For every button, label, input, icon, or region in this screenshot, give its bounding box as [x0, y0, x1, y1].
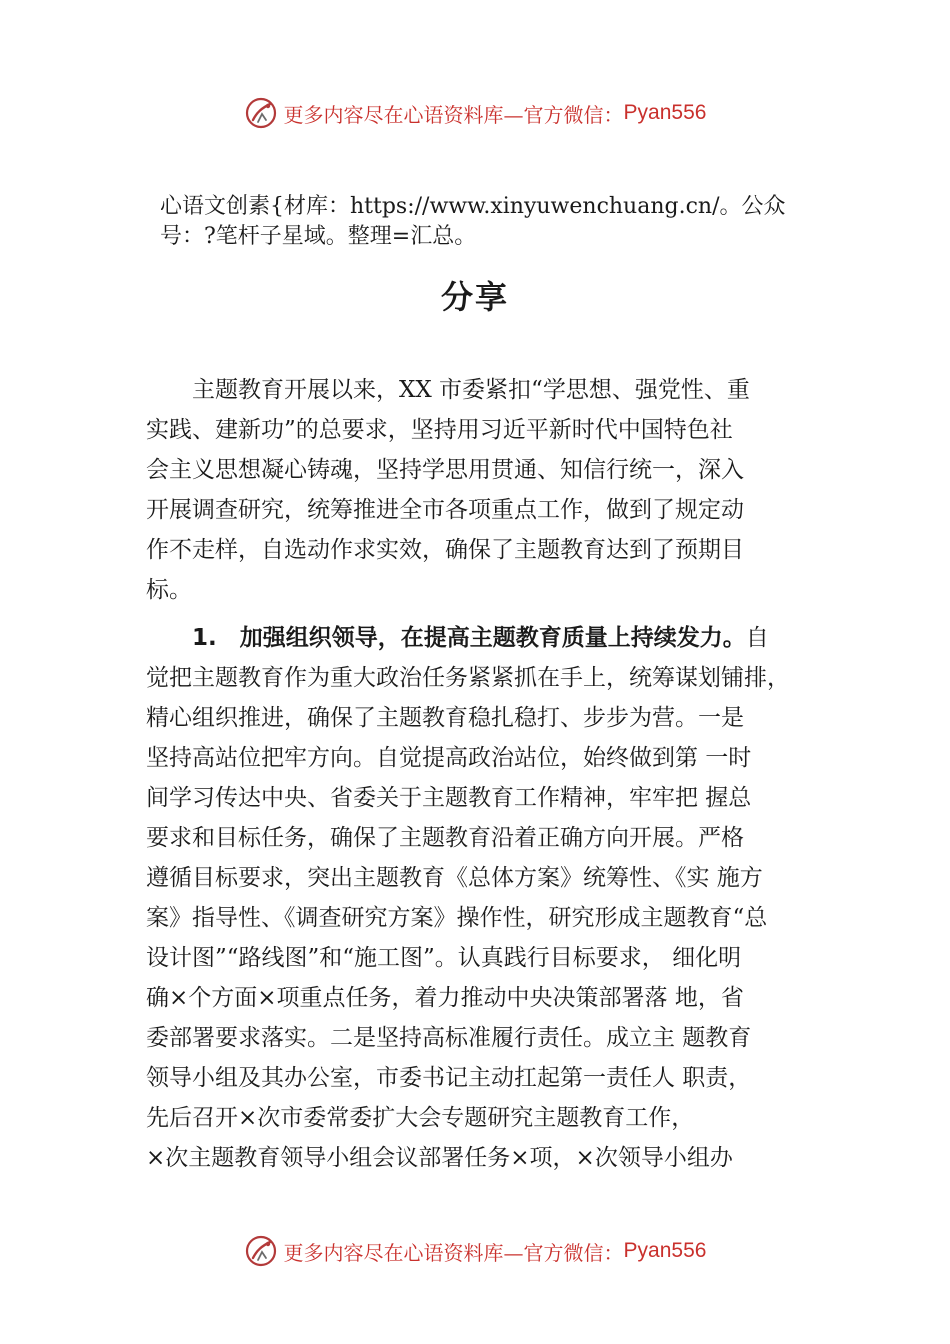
text-line: 会主义思想凝心铸魂，坚持学思用贯通、知信行统一，深入 — [146, 457, 744, 483]
text-line: 领导小组及其办公室，市委书记主动扛起第一责任人 职责， — [146, 1065, 752, 1091]
section-heading-line — [146, 618, 846, 658]
intro-paragraph — [146, 370, 846, 610]
text-line: 要求和目标任务，确保了主题教育沿着正确方向开展。严格 — [146, 825, 744, 851]
header-banner-text: 更多内容尽在心语资料库—官方微信： — [283, 102, 624, 127]
text-line: 先后召开×次市委常委扩大会专题研究主题教育工作， — [146, 1105, 695, 1131]
text-line: 精心组织推进，确保了主题教育稳扎稳打、步步为营。一是 — [146, 705, 744, 731]
footer-banner — [0, 1231, 950, 1271]
text-line: 间学习传达中央、省委关于主题教育工作精神，牢牢把 握总 — [146, 785, 752, 811]
source-note-line: 心语文创素{材库：https://www.xinyuwenchuang.cn/。公众 — [160, 194, 786, 219]
text-line: 开展调查研究，统筹推进全市各项重点工作，做到了规定动 — [146, 497, 744, 523]
text-line: 坚持高站位把牢方向。自觉提高政治站位，始终做到第 一时 — [146, 745, 752, 771]
page-title: 分享 — [440, 278, 509, 316]
section-heading-tail: 自 — [745, 625, 769, 651]
text-line: 确×个方面×项重点任务，着力推动中央决策部署落 地，省 — [146, 985, 744, 1011]
text-line: 案》指导性、《调查研究方案》操作性，研究形成主题教育“总 — [146, 905, 768, 931]
text-line: 实践、建新功”的总要求，坚持用习近平新时代中国特色社 — [146, 417, 733, 443]
source-note-line: 号：?笔杆子星域。整理=汇总。 — [160, 224, 477, 249]
text-line: 作不走样，自选动作求实效，确保了主题教育达到了预期目 — [146, 537, 744, 563]
source-note — [160, 192, 850, 252]
text-line: 主题教育开展以来，XX 市委紧扣“学思想、强党性、重 — [146, 377, 750, 403]
text-line: ×次主题教育领导小组会议部署任务×项，×次领导小组办 — [146, 1145, 733, 1171]
brand-logo-icon — [244, 1234, 278, 1268]
text-line: 觉把主题教育作为重大政治任务紧紧抓在手上，统筹谋划铺排， — [146, 665, 790, 691]
text-line: 遵循目标要求，突出主题教育《总体方案》统筹性、《实 施方 — [146, 865, 763, 891]
brand-logo-icon — [244, 96, 278, 130]
text-line: 设计图”“路线图”和“施工图”。认真践行目标要求， 细化明 — [146, 945, 742, 971]
section-heading: 1. 加强组织领导，在提高主题教育质量上持续发力。 — [146, 625, 746, 651]
text-line: 委部署要求落实。二是坚持高标准履行责任。成立主 题教育 — [146, 1025, 752, 1051]
text-line: 标。 — [146, 577, 192, 603]
header-banner-id: Pyan556 — [623, 101, 707, 124]
section-paragraph — [146, 618, 846, 1178]
footer-banner-text: 更多内容尽在心语资料库—官方微信： — [283, 1240, 624, 1265]
header-banner — [0, 93, 950, 133]
footer-banner-id: Pyan556 — [623, 1239, 707, 1262]
